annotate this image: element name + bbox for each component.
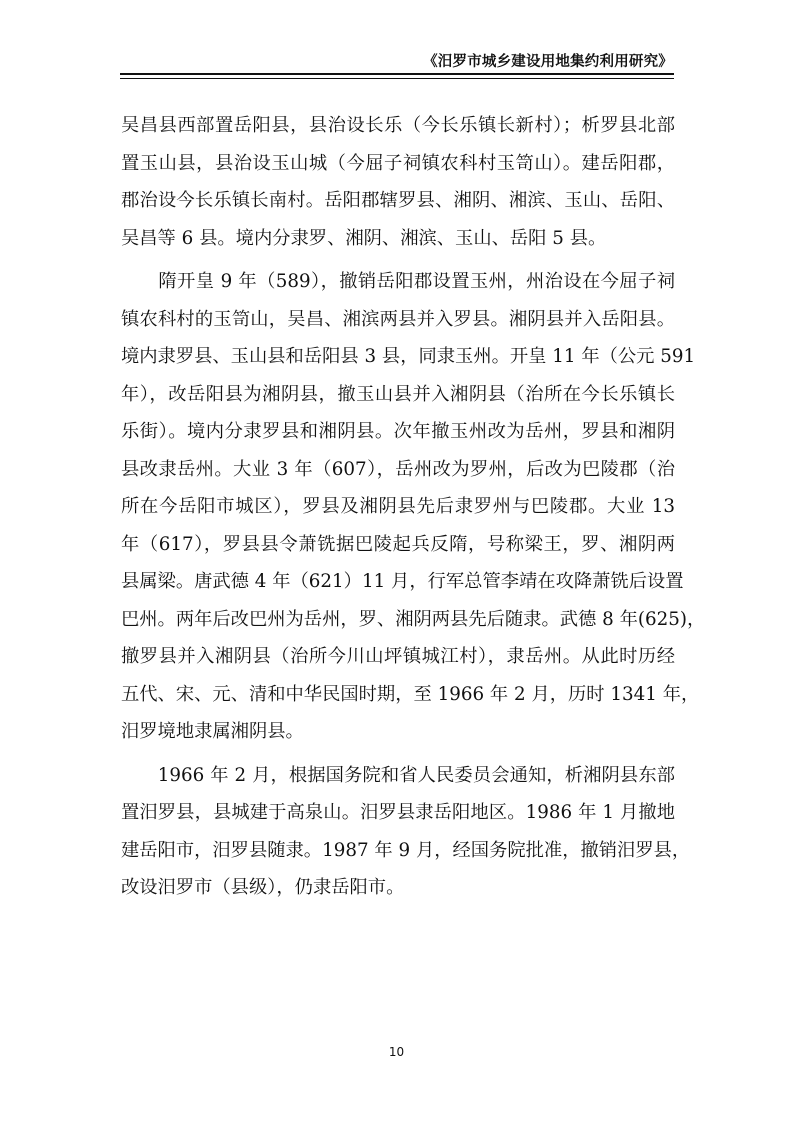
text-line: 吴昌县西部置岳阳县，县治设长乐（今长乐镇长新村）；析罗县北部 — [121, 115, 675, 136]
paragraph-1 — [121, 107, 675, 257]
header-rule-thick — [120, 73, 674, 75]
text-line: 五代、宋、元、清和中华民国时期，至 1966 年 2 月，历时 1341 年， — [121, 683, 700, 705]
text-line: 乐街）。境内分隶罗县和湘阴县。次年撤玉州改为岳州，罗县和湘阴 — [121, 421, 675, 442]
text-line: 汨罗境地隶属湘阴县。 — [121, 721, 304, 742]
paragraph-3 — [121, 757, 691, 907]
text-line: 置汨罗县，县城建于高泉山。汨罗县隶岳阳地区。1986 年 1 月撤地 — [121, 802, 675, 823]
text-line: 镇农科村的玉笥山，吴昌、湘滨两县并入罗县。湘阴县并入岳阳县。 — [121, 308, 675, 330]
text-line: 1966 年 2 月，根据国务院和省人民委员会通知，析湘阴县东部 — [121, 764, 675, 786]
text-line: 所在今岳阳市城区），罗县及湘阴县先后隶罗州与巴陵郡。大业 13 — [121, 496, 675, 517]
header-rule-thin — [120, 78, 674, 79]
text-line: 撤罗县并入湘阴县（治所今川山坪镇城江村），隶岳州。从此时历经 — [121, 646, 675, 667]
text-line: 巴州。两年后改巴州为岳州，罗、湘阴两县先后随隶。武德 8 年(625)， — [121, 608, 706, 630]
text-line: 年），改岳阳县为湘阴县，撤玉山县并入湘阴县（治所在今长乐镇长 — [121, 383, 675, 405]
running-header-title: 《汨罗市城乡建设用地集约利用研究》 — [423, 54, 673, 70]
text-line: 县属梁。唐武德 4 年（621）11 月，行军总管李靖在攻降萧铣后设置 — [121, 571, 684, 592]
page-number: 10 — [388, 1045, 405, 1059]
text-line: 置玉山县，县治设玉山城（今屈子祠镇农科村玉笥山）。建岳阳郡， — [121, 152, 675, 174]
text-line: 年（617），罗县县令萧铣据巴陵起兵反隋，号称梁王，罗、湘阴两 — [121, 533, 675, 555]
body-text — [121, 107, 706, 907]
text-line: 县改隶岳州。大业 3 年（607），岳州改为罗州，后改为巴陵郡（治 — [121, 458, 675, 480]
text-line: 隋开皇 9 年（589），撤销岳阳郡设置玉州，州治设在今屈子祠 — [121, 271, 675, 292]
text-line: 改设汨罗市（县级），仍隶岳阳市。 — [121, 877, 405, 898]
text-line: 境内隶罗县、玉山县和岳阳县 3 县，同隶玉州。开皇 11 年（公元 591 — [121, 346, 696, 367]
paragraph-2 — [121, 263, 706, 751]
text-line: 建岳阳市，汨罗县随隶。1987 年 9 月，经国务院批准，撤销汨罗县， — [121, 839, 691, 861]
text-line: 郡治设今长乐镇长南村。岳阳郡辖罗县、湘阴、湘滨、玉山、岳阳、 — [121, 190, 675, 211]
text-line: 吴昌等 6 县。境内分隶罗、湘阴、湘滨、玉山、岳阳 5 县。 — [121, 227, 607, 249]
